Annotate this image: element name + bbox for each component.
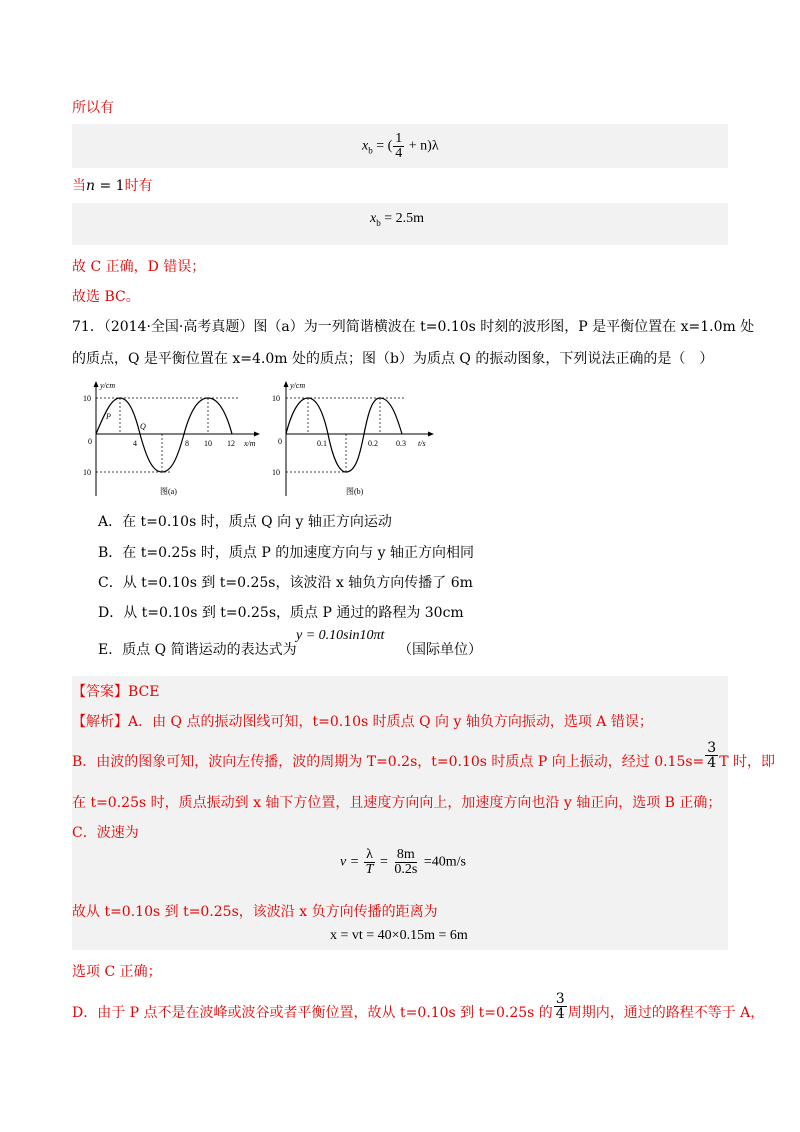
fig-a-ytick-top: 10 (83, 394, 91, 403)
option-e-unit: （国际单位） (398, 642, 482, 658)
option-c-correct: 选项 C 正确； (72, 964, 162, 980)
fig-b-ylabel: y/cm (290, 381, 306, 390)
analysis-c: C．波速为 (72, 825, 139, 841)
when-n-text: 当n = 1时有 (72, 178, 153, 194)
question-line-2: 的质点，Q 是平衡位置在 x=4.0m 处的质点；图（b）为质点 Q 的振动图象，下列说法正确的是（ ） (72, 351, 714, 367)
fig-a-label-p: P (106, 412, 111, 421)
answer-line: 【答案】BCE (72, 684, 160, 700)
choose-bc: 故选 BC。 (72, 289, 140, 305)
fig-b-y-arrow (284, 381, 289, 387)
fig-a-xtick-4: 4 (133, 439, 137, 448)
fig-b-xtick-03: 0.3 (396, 439, 406, 448)
fig-b-x-arrow (428, 432, 434, 437)
fig-a-xtick-12: 12 (227, 439, 235, 448)
fig-a-x-arrow (254, 432, 260, 437)
fig-b-xtick-01: 0.1 (317, 439, 327, 448)
so-have-text: 所以有 (72, 100, 114, 116)
fig-a-xtick-8: 8 (185, 439, 189, 448)
fig-b-ytick-top: 10 (272, 394, 280, 403)
question-line-1: 71．（2014·全国·高考真题）图（a）为一列简谐横波在 t=0.10s 时刻的波形图，P 是平衡位置在 x=1.0m 处 (72, 319, 755, 335)
figure-b-vibration-graph (268, 378, 444, 502)
analysis-d: D．由于 P 点不是在波峰或波谷或者平衡位置，故从 t=0.10s 到 t=0.25s 的 $\frac{3}{4}$ 周期内，通过的路程不等于 A， (72, 990, 765, 1022)
fig-b-caption: 图(b) (346, 487, 364, 496)
distance-formula: x = vt = 40×0.15m = 6m (330, 928, 468, 943)
fig-a-y-arrow (94, 381, 99, 387)
fig-a-caption: 图(a) (160, 487, 177, 496)
fig-a-label-q: Q (140, 422, 146, 431)
option-c: C．从 t=0.10s 到 t=0.25s，该波沿 x 轴负方向传播了 6m (98, 575, 473, 591)
fig-b-ytick-bottom: 10 (272, 468, 280, 477)
option-e: E．质点 Q 简谐运动的表达式为 (98, 642, 297, 658)
velocity-formula: v = $\frac{\lambda}{T}$ = $\frac{8m}{0.2s}$ =40m/s (340, 847, 466, 877)
fig-a-ytick-bottom: 10 (83, 468, 91, 477)
figure-a-wave-graph (80, 378, 266, 502)
fig-a-xtick-10: 10 (204, 439, 212, 448)
c-correct-d-wrong: 故 C 正确，D 错误； (72, 259, 206, 275)
option-d: D．从 t=0.10s 到 t=0.25s，质点 P 通过的路程为 30cm (98, 605, 464, 621)
fig-a-wave (96, 398, 232, 472)
fig-b-xtick-02: 0.2 (368, 439, 378, 448)
analysis-a: 【解析】A．由 Q 点的振动图线可知，t=0.10s 时质点 Q 向 y 轴负方向振动，选项 A 错误； (72, 714, 653, 730)
formula-band-1 (72, 124, 728, 168)
analysis-b-line1: B．由波的图象可知，波向左传播，波的周期为 T=0.2s，t=0.10s 时质点 P 向上振动，经过 0.15s= $\frac{3}{4}$ T 时，即 (72, 739, 775, 771)
fig-b-wave (286, 398, 402, 472)
fig-a-xlabel: x/m (244, 439, 256, 448)
fig-b-xlabel: t/s (418, 439, 426, 448)
option-b: B．在 t=0.25s 时，质点 P 的加速度方向与 y 轴正方向相同 (98, 545, 475, 561)
xb-formula: $x_b$ = ( $\frac{1}{4}$ + n)λ (362, 131, 439, 161)
formula-band-2 (72, 203, 728, 245)
fig-a-ylabel: y/cm (100, 381, 116, 390)
analysis-b-line2: 在 t=0.25s 时，质点振动到 x 轴下方位置，且速度方向向上，加速度方向也沿 y 轴正向，选项 B 正确； (72, 795, 722, 811)
option-a: A．在 t=0.10s 时，质点 Q 向 y 轴正方向运动 (98, 514, 392, 530)
xb-value-formula: $x_b = 2.5m$ (370, 211, 425, 228)
option-e-formula: y = 0.10sin10πt (296, 628, 385, 643)
fig-b-origin: 0 (278, 437, 282, 446)
fig-a-origin: 0 (88, 437, 92, 446)
analysis-distance: 故从 t=0.10s 到 t=0.25s，该波沿 x 负方向传播的距离为 (72, 904, 438, 920)
